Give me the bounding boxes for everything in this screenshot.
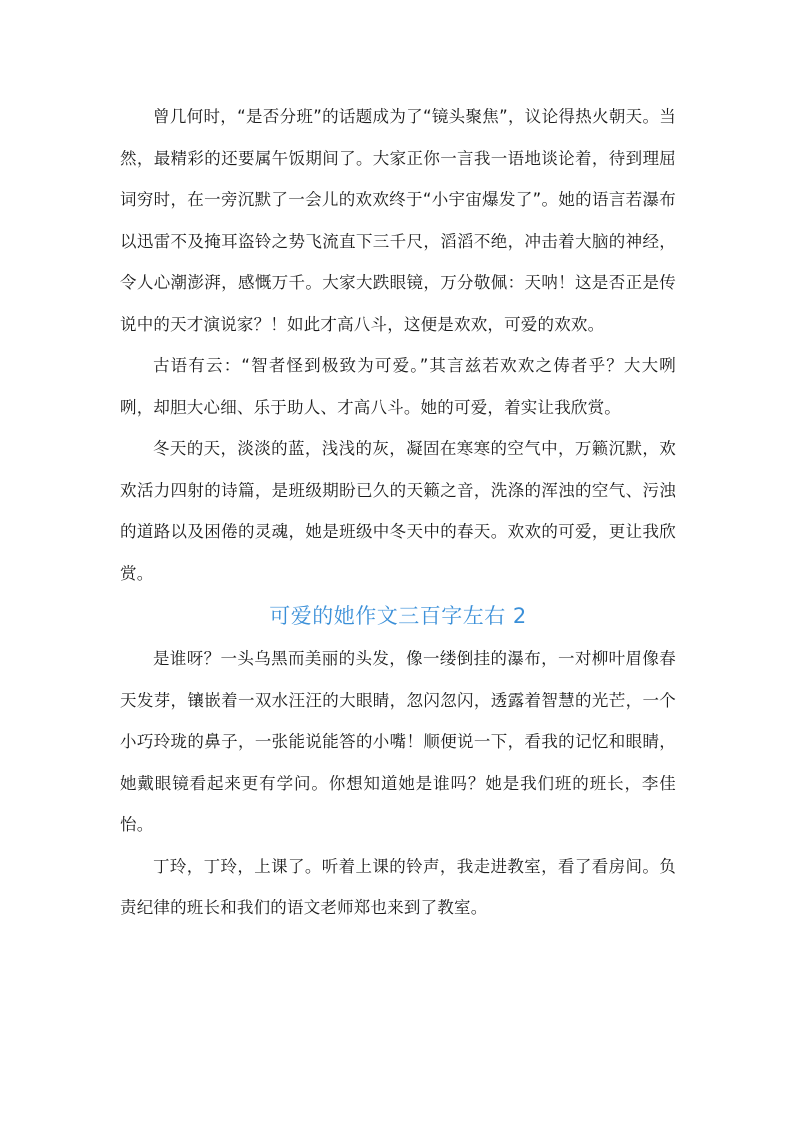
paragraph-3: 冬天的天，淡淡的蓝，浅浅的灰，凝固在寒寒的空气中，万籁沉默，欢欢活力四射的诗篇，是班级期盼已久的天籁之音，洗涤的浑浊的空气、污浊的道路以及困倦的灵魂，她是班级中冬天中的春天。欢欢的可爱，更让我欣赏。	[120, 439, 676, 583]
paragraph-5: 丁玲，丁玲，上课了。听着上课的铃声，我走进教室，看了看房间。负责纪律的班长和我们的语文老师郑也来到了教室。	[120, 856, 676, 917]
paragraph-2: 古语有云：“智者怪到极致为可爱。”其言兹若欢欢之俦者乎？大大咧咧，却胆大心细、乐于助人、才高八斗。她的可爱，着实让我欣赏。	[120, 356, 676, 417]
section-title: 可爱的她作文三百字左右 2	[269, 604, 527, 628]
paragraph-1: 曾几何时，“是否分班”的话题成为了“镜头聚焦”，议论得热火朝天。当然，最精彩的还要属午饭期间了。大家正你一言我一语地谈论着，待到理屈词穷时，在一旁沉默了一会儿的欢欢终于“小宇宙爆发了”。她的语言若瀑布以迅雷不及掩耳盗铃之势飞流直下三千尺，滔滔不绝，冲击着大脑的神经，令人心潮澎湃，感慨万千。大家大跌眼镜，万分敬佩：天呐！这是否正是传说中的天才演说家？！如此才高八斗，这便是欢欢，可爱的欢欢。	[120, 107, 676, 334]
paragraph-4: 是谁呀？一头乌黑而美丽的头发，像一缕倒挂的瀑布，一对柳叶眉像春天发芽，镶嵌着一双水汪汪的大眼睛，忽闪忽闪，透露着智慧的光芒，一个小巧玲珑的鼻子，一张能说能答的小嘴！顺便说一下，看我的记忆和眼睛，她戴眼镜看起来更有学问。你想知道她是谁吗？她是我们班的班长，李佳怡。	[120, 649, 676, 834]
document-page	[120, 96, 676, 929]
